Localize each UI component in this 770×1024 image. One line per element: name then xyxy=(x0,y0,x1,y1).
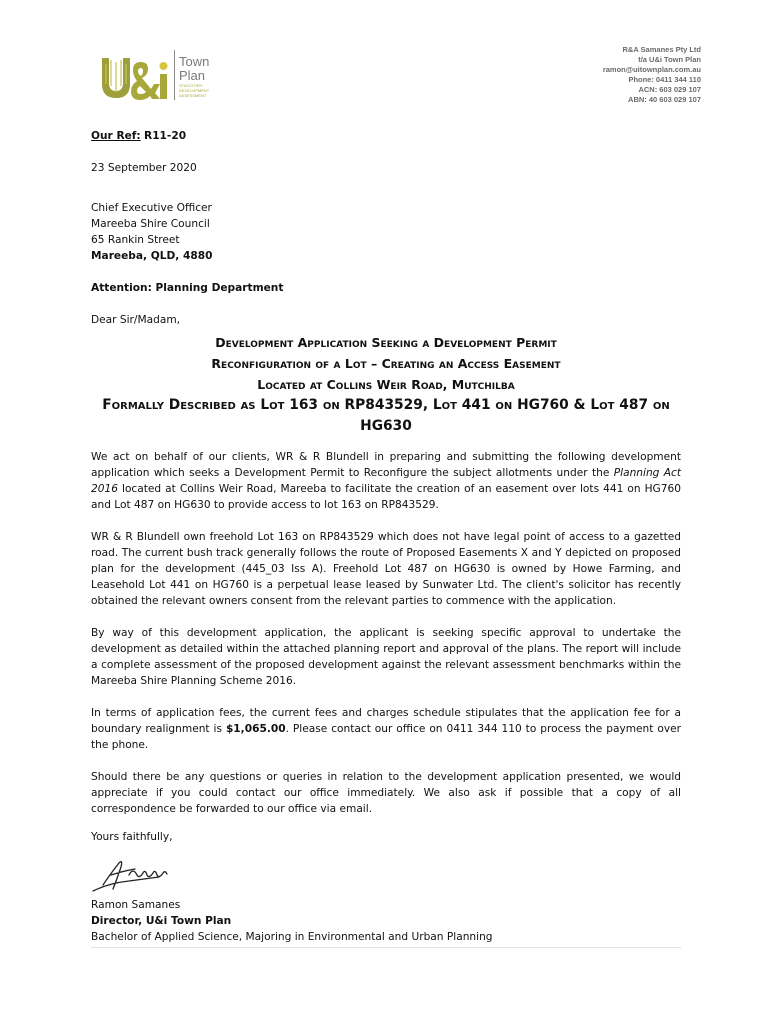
company-logo xyxy=(96,42,226,104)
paragraph-1-text-a: We act on behalf of our clients, WR & R Blundell in preparing and submitting the following development application which seeks a Development Permit to Reconfigure the subject allotments under the xyxy=(91,451,681,479)
recipient-line-3: 65 Rankin Street xyxy=(91,234,180,246)
paragraph-4-text-a: In terms of application fees, the current fees and charges schedule stipulates that the application fee for a boundary realignment is xyxy=(91,707,681,735)
paragraph-1 xyxy=(91,449,681,513)
reference-label: Our Ref: xyxy=(91,130,141,142)
recipient-line-1: Chief Executive Officer xyxy=(91,202,212,214)
closing: Yours faithfully, xyxy=(91,831,173,843)
logo-tagline-2: DEVELOPMENT xyxy=(179,88,210,93)
company-phone: Phone: 0411 344 110 xyxy=(628,75,701,84)
company-email: ramon@uitownplan.com.au xyxy=(602,65,701,74)
recipient-line-4: Mareeba, QLD, 4880 xyxy=(91,250,213,262)
paragraph-1-text-b: located at Collins Weir Road, Mareeba to facilitate the creation of an easement over lots 441 on HG760 and Lot 487 on HG630 to provide access to lot 163 on RP843529. xyxy=(91,483,681,511)
letter-body xyxy=(91,128,681,945)
company-details xyxy=(603,45,701,105)
signatory-name: Ramon Samanes xyxy=(91,899,181,911)
recipient-address xyxy=(91,200,681,264)
letter-date: 23 September 2020 xyxy=(91,162,197,174)
paragraph-2: WR & R Blundell own freehold Lot 163 on RP843529 which does not have legal point of access to a gazetted road. The current bush track generally follows the route of Proposed Easements X and Y depicted on proposed plan for the development (445_03 Iss A). Freehold Lot 487 on HG630 is owned by Howe Farming, and Leasehold Lot 441 on HG760 is a perpetual lease leased by Sunwater Ltd. The client's solicitor has recently obtained the relevant owners consent from the relevant parties to commence with the application. xyxy=(91,531,681,607)
logo-tagline-3: ASSESSMENT xyxy=(179,93,207,98)
application-fee: $1,065.00 xyxy=(225,723,286,735)
logo-name-line2: Plan xyxy=(179,68,206,83)
reference-value: R11-20 xyxy=(144,130,187,142)
subject-line-4: Formally Described as Lot 163 on RP843529, Lot 441 on HG760 & Lot 487 on HG630 xyxy=(102,397,670,434)
paragraph-4-text-b: . Please contact our office on 0411 344 110 to process the payment over the phone. xyxy=(91,723,681,751)
attention-line: Attention: Planning Department xyxy=(91,282,284,294)
u-and-i-town-plan-logo xyxy=(96,42,226,104)
salutation: Dear Sir/Madam, xyxy=(91,314,181,326)
planning-act-reference: Planning Act 2016 xyxy=(91,467,681,495)
subject-line-3: Located at Collins Weir Road, Mutchilba xyxy=(257,377,515,392)
company-abn: ABN: 40 603 029 107 xyxy=(628,95,701,104)
paragraph-3: By way of this development application, the applicant is seeking specific approval to undertake the development as detailed within the attached planning report and approval of the plans. The report will include a complete assessment of the proposed development against the relevant assessment benchmarks within the Mareeba Shire Planning Scheme 2016. xyxy=(91,627,681,687)
paragraph-4 xyxy=(91,705,681,753)
reference-line xyxy=(91,128,681,144)
signatory-qualification: Bachelor of Applied Science, Majoring in Environmental and Urban Planning xyxy=(91,931,493,943)
logo-tagline-1: STATUTORY xyxy=(179,83,203,88)
company-name: R&A Samanes Pty Ltd xyxy=(622,45,701,54)
logo-name-line1: Town xyxy=(179,54,210,69)
company-trading-as: t/a U&i Town Plan xyxy=(638,55,701,64)
subject-heading xyxy=(91,332,681,437)
signatory-title: Director, U&i Town Plan xyxy=(91,915,232,927)
company-acn: ACN: 603 029 107 xyxy=(638,85,701,94)
subject-line-1: Development Application Seeking a Development Permit xyxy=(215,335,557,350)
subject-line-2: Reconfiguration of a Lot – Creating an Access Easement xyxy=(211,356,561,371)
paragraph-5: Should there be any questions or queries in relation to the development application presented, we would appreciate if you could contact our office immediately. We also ask if possible that a copy of all correspondence be forwarded to our office via email. xyxy=(91,771,681,815)
recipient-line-2: Mareeba Shire Council xyxy=(91,218,210,230)
footer-divider xyxy=(91,947,681,948)
handwritten-signature xyxy=(89,853,189,897)
